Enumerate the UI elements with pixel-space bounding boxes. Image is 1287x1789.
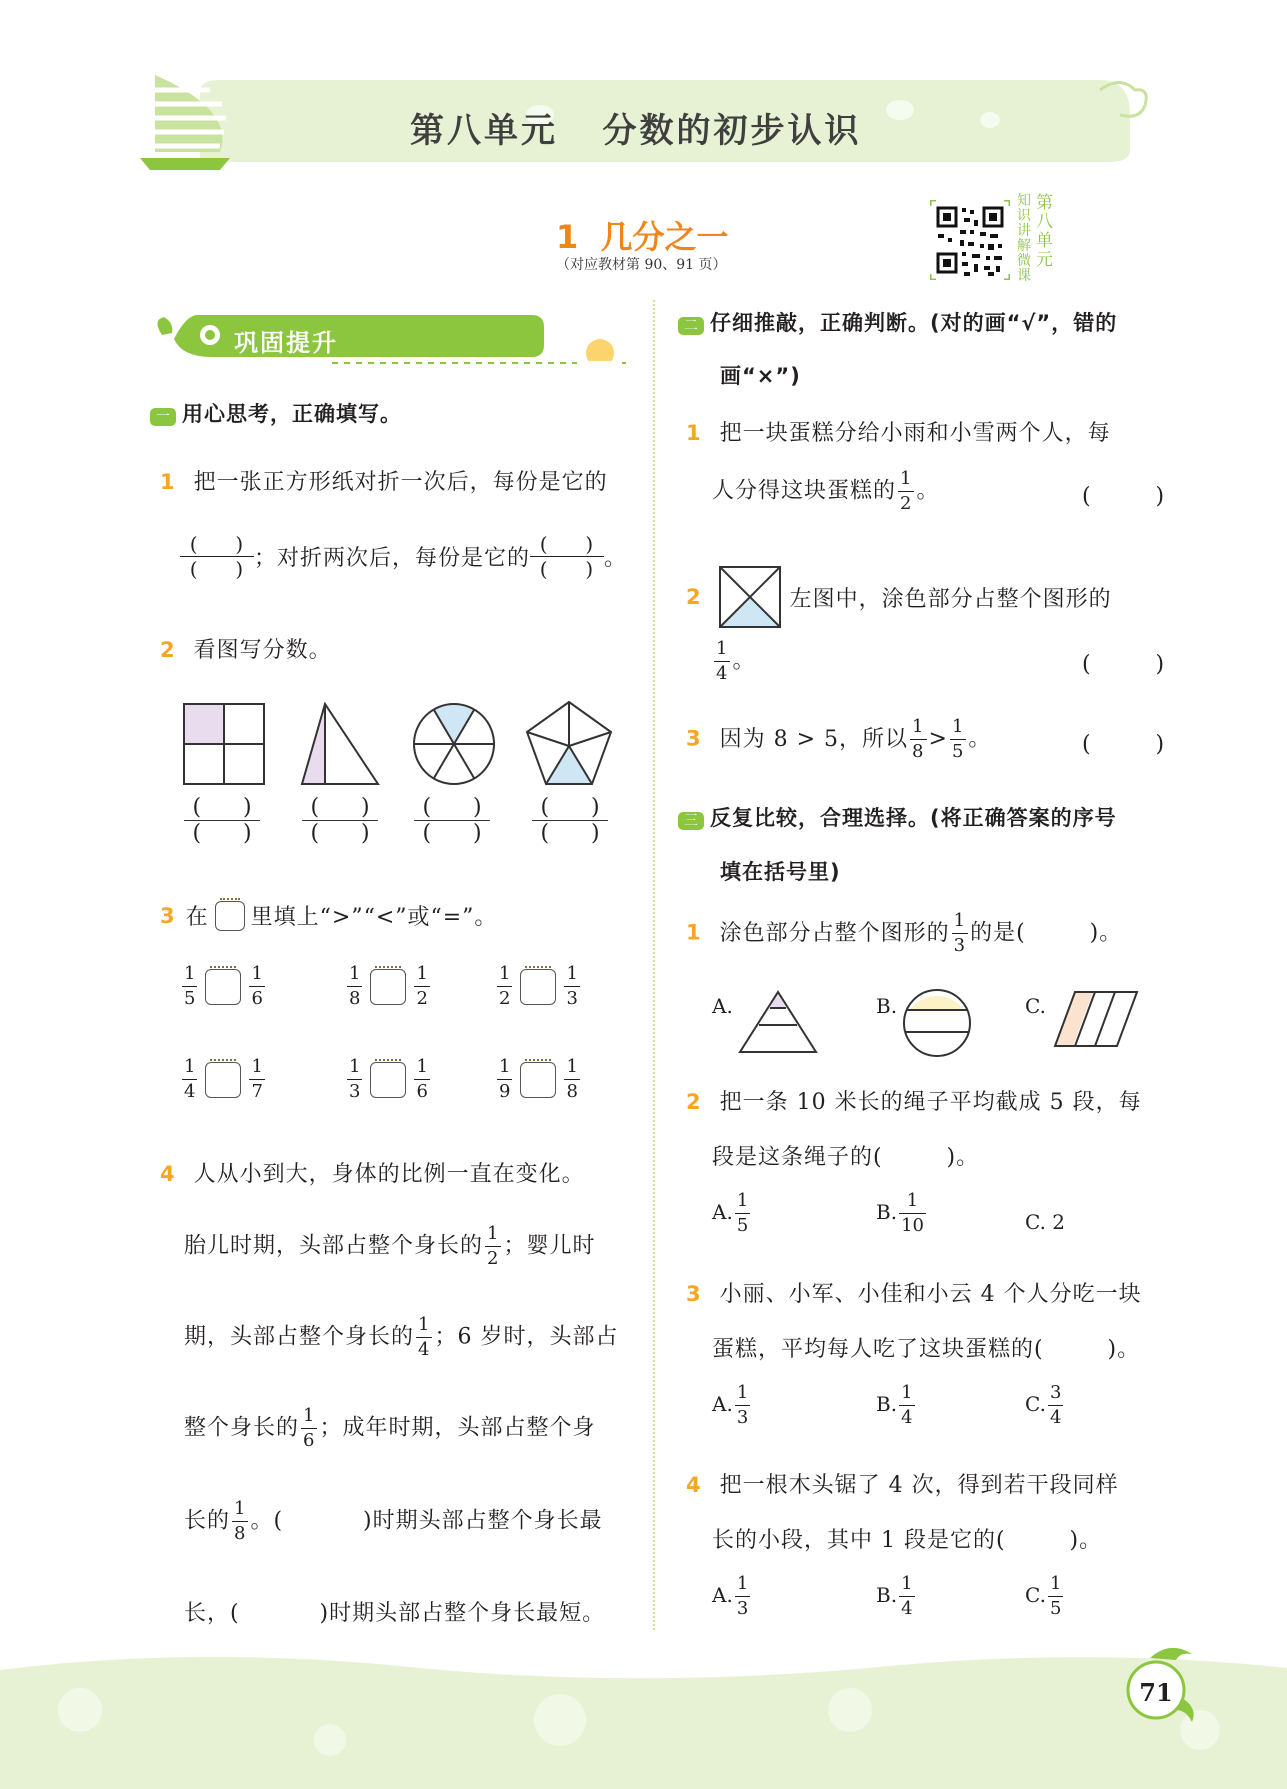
s1-q4-line3: 期，头部占整个身长的 $\frac{1}{4}$ ；6 岁时，头部占	[184, 1314, 619, 1360]
lesson-reference: （对应教材第 90、91 页）	[556, 257, 727, 273]
s3-q2-option-c[interactable]: C. 2	[1025, 1210, 1066, 1234]
compare-box[interactable]	[370, 969, 406, 1005]
s3-q4-option-c[interactable]: C. $\frac{1}{5}$	[1025, 1573, 1062, 1619]
section3-title2: 填在括号里)	[720, 860, 841, 884]
section3-tag: 三	[678, 812, 704, 830]
page-number: 71	[1139, 1678, 1173, 1707]
qr-label-b: 知识讲解微课	[1017, 193, 1031, 284]
s1-q4-line4: 整个身长的 $\frac{1}{6}$ ；成年时期，头部占整个身	[184, 1405, 596, 1451]
s1-q2-line	[160, 633, 332, 664]
s2-q1-answer[interactable]: ( )	[1082, 484, 1166, 509]
s1-q2-answer-3[interactable]: ( ) ( )	[414, 795, 490, 846]
s3-q1-circle-figure	[902, 988, 972, 1058]
s3-q3-line2: 蛋糕，平均每人吃了这块蛋糕的( )。	[712, 1337, 1141, 1362]
s3-q3-option-a[interactable]: A. $\frac{1}{3}$	[712, 1382, 749, 1428]
section2-heading	[678, 307, 1117, 337]
s1-q1-line1	[160, 465, 608, 496]
s2-q1-line1: 1 把一块蛋糕分给小雨和小雪两个人，每	[686, 421, 1111, 446]
section2-tag: 二	[678, 317, 704, 335]
column-divider	[653, 300, 655, 1630]
s2-q2-square-figure	[718, 565, 782, 629]
s1-q4-text1: 人从小到大，身体的比例一直在变化。	[193, 1162, 585, 1187]
s1-q3-pre: 在	[185, 905, 209, 930]
s3-q4-line2: 长的小段，其中 1 段是它的( )。	[712, 1528, 1103, 1553]
s3-q2-line2: 段是这条绳子的( )。	[712, 1145, 980, 1170]
compare-box-icon	[215, 901, 245, 931]
s3-q2-line1: 2 把一条 10 米长的绳子平均截成 5 段，每	[686, 1090, 1142, 1115]
compare-item: $\frac{1}{5}$ $\frac{1}{6}$	[184, 963, 263, 1009]
whale-icon	[152, 305, 632, 365]
section1-title: 用心思考，正确填写。	[182, 402, 402, 426]
s2-q1-number: 1	[686, 421, 702, 445]
s1-q2-figures	[180, 700, 620, 790]
s1-q4-line1	[160, 1157, 585, 1188]
s2-q3-number: 3	[686, 726, 702, 751]
section1-tag: 一	[150, 408, 176, 426]
s1-q3-grid	[180, 965, 620, 1125]
compare-item: $\frac{1}{4}$ $\frac{1}{7}$	[184, 1056, 263, 1102]
compare-box[interactable]	[205, 1062, 241, 1098]
s1-q1-end: 。	[604, 546, 628, 571]
compare-box[interactable]	[520, 1062, 556, 1098]
compare-item: $\frac{1}{9}$ $\frac{1}{8}$	[499, 1056, 578, 1102]
s1-q4-blank-1[interactable]	[283, 1509, 363, 1534]
s1-q1-blank-fraction-2[interactable]: ( ) ( )	[530, 532, 604, 581]
s3-q4-line1: 4 把一根木头锯了 4 次，得到若干段同样	[686, 1473, 1119, 1498]
s1-q3-post: 里填上“>”“<”或“=”。	[250, 905, 498, 930]
s3-q1-parallelogram-figure	[1053, 990, 1139, 1050]
badge-label: 巩固提升	[234, 329, 338, 357]
section1-heading	[150, 398, 402, 428]
s2-q2-number: 2	[686, 585, 702, 609]
s3-q2-option-a[interactable]: A. $\frac{1}{5}$	[712, 1190, 749, 1236]
s3-q4-option-a[interactable]: A. $\frac{1}{3}$	[712, 1573, 749, 1619]
compare-box[interactable]	[370, 1062, 406, 1098]
s1-q2-text: 看图写分数。	[193, 638, 332, 663]
s2-q2-line1: 2 左图中，涂色部分占整个图形的	[686, 565, 1112, 629]
s1-q1-text1: 把一张正方形纸对折一次后，每份是它的	[193, 470, 608, 495]
s3-q1-number: 1	[686, 920, 702, 945]
qr-code-icon[interactable]	[930, 200, 1010, 280]
s3-q1-option-c[interactable]: C.	[1025, 994, 1046, 1018]
s1-q2-answer-4[interactable]: ( ) ( )	[532, 795, 608, 846]
s3-q4-number: 4	[686, 1473, 702, 1497]
s1-q2-answer-2[interactable]: ( ) ( )	[302, 795, 378, 846]
s1-q4-line5: 长的 $\frac{1}{8}$ 。( )时期头部占整个身长最	[184, 1498, 603, 1544]
s2-q3-line: 3 因为 8 > 5，所以 $\frac{1}{8}$ > $\frac{1}{5}$ 。	[686, 716, 992, 762]
s3-q3-option-c[interactable]: C. $\frac{3}{4}$	[1025, 1382, 1062, 1428]
compare-box[interactable]	[205, 969, 241, 1005]
s3-q2-option-b[interactable]: B. $\frac{1}{10}$	[876, 1190, 924, 1236]
footer-wave	[0, 1650, 1287, 1789]
s1-q1-blank-fraction-1[interactable]: ( ) ( )	[180, 532, 254, 581]
unit-title: 第八单元 分数的初步认识	[410, 111, 862, 151]
s1-q2-answer-1[interactable]: ( ) ( )	[184, 795, 260, 846]
s1-q2-number: 2	[160, 638, 176, 662]
lesson-title: 1 几分之一	[556, 218, 729, 256]
s1-q4-line6: 长，( )时期头部占整个身长最短。	[184, 1601, 606, 1626]
section2-title: 仔细推敲，正确判断。(对的画“√”，错的	[710, 311, 1118, 335]
s1-q2-answer-row	[180, 795, 620, 855]
section3-heading	[678, 802, 1117, 832]
s3-q3-number: 3	[686, 1282, 702, 1306]
s3-q2-number: 2	[686, 1090, 702, 1114]
section3-title: 反复比较，合理选择。(将正确答案的序号	[710, 806, 1117, 830]
s3-q1-line: 1 涂色部分占整个图形的 $\frac{1}{3}$ 的是( )。	[686, 910, 1123, 956]
s1-q3-number: 3	[160, 903, 176, 928]
s2-q1-line2: 人分得这块蛋糕的 $\frac{1}{2}$ 。	[712, 468, 940, 514]
s2-q3-answer[interactable]: ( )	[1082, 732, 1166, 757]
compare-box[interactable]	[520, 969, 556, 1005]
s2-q2-answer[interactable]: ( )	[1082, 652, 1166, 677]
s1-q4-number: 4	[160, 1162, 176, 1186]
s1-q4-blank-2[interactable]	[240, 1601, 320, 1626]
compare-item: $\frac{1}{2}$ $\frac{1}{3}$	[499, 963, 578, 1009]
s1-q1-line2	[180, 532, 627, 581]
qr-label-a: 第八单元	[1036, 193, 1053, 270]
s1-q3-line	[160, 900, 497, 931]
s1-q4-line2: 胎儿时期，头部占整个身长的 $\frac{1}{2}$ ；婴儿时	[184, 1223, 596, 1269]
s1-q1-number: 1	[160, 470, 176, 494]
s3-q1-option-a[interactable]: A.	[712, 994, 733, 1018]
s2-q2-line2: $\frac{1}{4}$ 。	[716, 638, 756, 684]
s3-q3-line1: 3 小丽、小军、小佳和小云 4 个人分吃一块	[686, 1282, 1142, 1307]
s1-q1-text2: ；对折两次后，每份是它的	[254, 546, 531, 571]
compare-item: $\frac{1}{3}$ $\frac{1}{6}$	[349, 1056, 428, 1102]
compare-item: $\frac{1}{8}$ $\frac{1}{2}$	[349, 963, 428, 1009]
s3-q1-triangle-figure	[738, 990, 818, 1056]
s3-q1-option-b[interactable]: B.	[876, 994, 898, 1018]
section2-title2: 画“×”)	[720, 364, 801, 388]
s3-q3-option-b[interactable]: B. $\frac{1}{4}$	[876, 1382, 913, 1428]
s3-q4-option-b[interactable]: B. $\frac{1}{4}$	[876, 1573, 913, 1619]
